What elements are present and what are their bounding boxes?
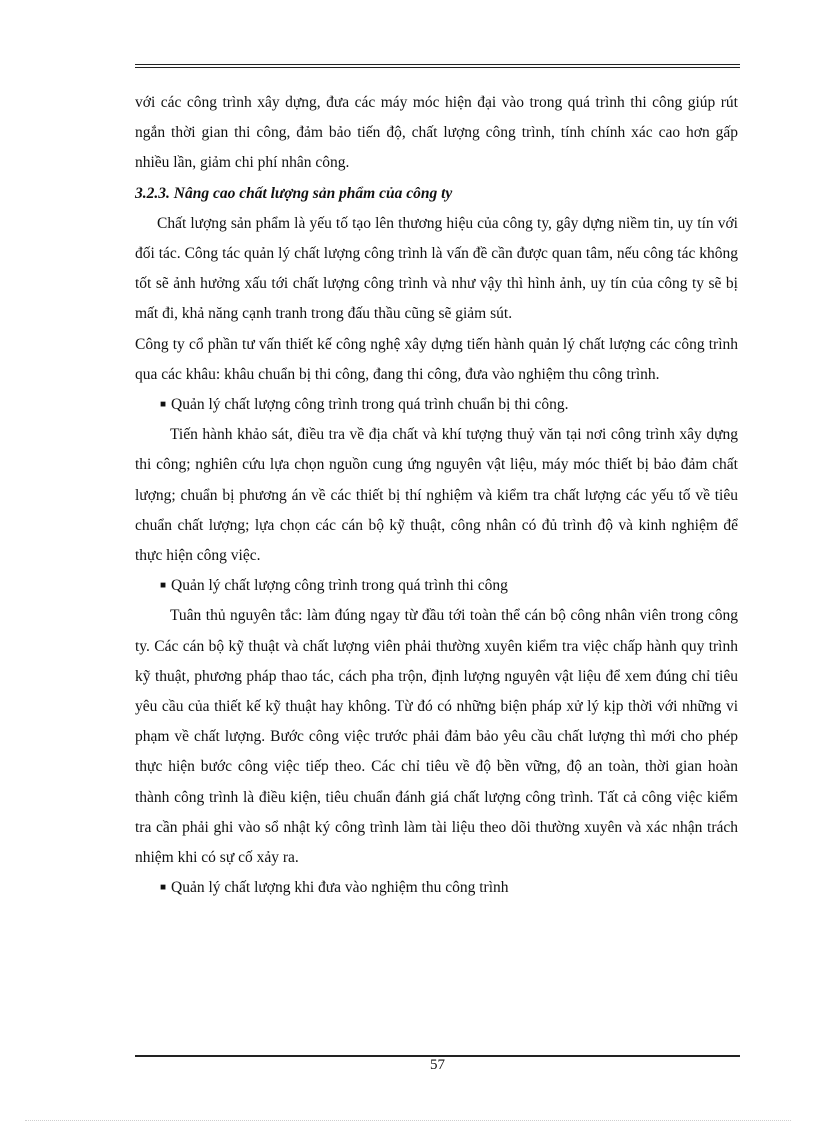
paragraph-product-quality: Chất lượng sản phẩm là yếu tố tạo lên thương hiệu của công ty, gây dựng niềm tin, uy tín với đối tác. Công tác quản lý chất lượng công trình là vấn đề cần được quan tâm, nếu công tác không tốt sẽ ảnh hưởng xấu tới chất lượng công trình và như vậy thì hình ảnh, uy tín của công ty sẽ bị mất đi, khả năng cạnh tranh trong đấu thầu cũng sẽ giảm sút. <box>135 214 738 323</box>
bullet-text: Quản lý chất lượng công trình trong quá trình chuẩn bị thi công. <box>171 396 569 414</box>
bullet-item-preparation <box>135 390 738 420</box>
section-heading: 3.2.3. Nâng cao chất lượng sản phẩm của công ty <box>135 184 453 202</box>
paragraph-company-process: Công ty cổ phần tư vấn thiết kế công nghệ xây dựng tiến hành quản lý chất lượng các công trình qua các khâu: khâu chuẩn bị thi công, đang thi công, đưa vào nghiệm thu công trình. <box>135 335 738 383</box>
header-rule <box>135 64 740 70</box>
header-rule-line-bottom <box>135 67 740 68</box>
square-bullet-icon: ■ <box>160 399 167 411</box>
paragraph-preparation-details: Tiến hành khảo sát, điều tra về địa chất và khí tượng thuỷ văn tại nơi công trình xây dựng thi công; nghiên cứu lựa chọn nguồn cung ứng nguyên vật liệu, máy móc thiết bị bảo đảm chất lượng; chuẩn bị phương án về các thiết bị thí nghiệm và kiểm tra chất lượng các yếu tố về tiêu chuẩn chất lượng; lựa chọn các cán bộ kỹ thuật, công nhân có đủ trình độ và kinh nghiệm để thực hiện công việc. <box>135 426 738 565</box>
bullet-text: Quản lý chất lượng khi đưa vào nghiệm thu công trình <box>171 879 509 897</box>
document-body <box>135 88 738 903</box>
square-bullet-icon: ■ <box>160 580 167 592</box>
bullet-item-construction <box>135 571 738 601</box>
header-rule-line-top <box>135 64 740 65</box>
paragraph-continuation: với các công trình xây dựng, đưa các máy móc hiện đại vào trong quá trình thi công giúp rút ngắn thời gian thi công, đảm bảo tiến độ, chất lượng công trình, tính chính xác cao hơn gấp nhiều lần, giảm chi phí nhân công. <box>135 94 738 172</box>
bullet-text: Quản lý chất lượng công trình trong quá trình thi công <box>171 577 508 595</box>
bullet-item-acceptance <box>135 873 738 903</box>
square-bullet-icon: ■ <box>160 882 167 894</box>
page-number: 57 <box>430 1057 445 1073</box>
page-bottom-dotted-border <box>25 1120 791 1121</box>
paragraph-construction-details: Tuân thủ nguyên tắc: làm đúng ngay từ đầu tới toàn thể cán bộ công nhân viên trong công ty. Các cán bộ kỹ thuật và chất lượng viên phải thường xuyên kiểm tra việc chấp hành quy trình kỹ thuật, phương pháp thao tác, cách pha trộn, định lượng nguyên vật liệu để xem đúng chỉ tiêu yêu cầu của thiết kế kỹ thuật hay không. Từ đó có những biện pháp xử lý kịp thời với những vi phạm về chất lượng. Bước công việc trước phải đảm bảo yêu cầu chất lượng thì mới cho phép thực hiện bước công việc tiếp theo. Các chỉ tiêu về độ bền vững, độ an toàn, thời gian hoàn thành công trình là điều kiện, tiêu chuẩn đánh giá chất lượng công trình. Tất cả công việc kiểm tra cần phải ghi vào sổ nhật ký công trình làm tài liệu theo dõi thường xuyên và xác nhận trách nhiệm khi có sự cố xảy ra. <box>135 607 738 867</box>
